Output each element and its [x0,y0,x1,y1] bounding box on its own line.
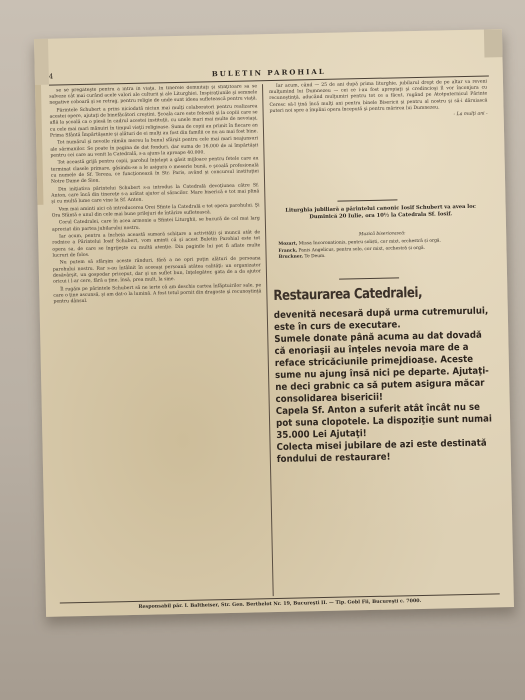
article-paragraph: Tot această grijă pentru copii, parohul înţelept a găsit mijloace pentru fetele care au terminat clasele primare, găsindu-se a le asigura o meserie bună, o şcoală profesională cu numele de Sf. Tereza, ce funcţionează în Str. Paris, având şi concursul instituţiei Notre Dame de Sion. [50,156,259,185]
composer-name: Bruckner, [278,254,304,261]
composer-name: Mozart, [278,241,298,247]
article-paragraph: Nu putem să sfârşim aceste rânduri, fără a ne opri puţin alături de persoana parohului nostru. Rar s-au întâlnit în aceeaşi persoană atâtea calităţi: un organizator desăvârşit, un gospodar priceput, dar şi un suflet bun, înţelegător, gata de a da ajutor oricui i l-ar cere, fără a ţine, însă, prea mult, la sine. [52,256,261,285]
greeting-signature: - La mulţi ani - [453,111,488,118]
closing-paragraph: Iar acum, când — 25 de ani după prima liturghie, jubilarul drept de pe altar va reveni mulţumind lui Dumnezeu — cei ce i-au fost apropiaţi şi credincioşi îl vor înconjura cu recunoştinţă, aducând mulţumiri pentru tot ce a făcut, rugând pe Atotputernicul Părinte Ceresc să-l ţină încă mulţi ani pentru binele Bisericii şi pentru al nostru şi să-i dăruiască puteri noi spre a împlini opera începută şi pentru mărirea lui Dumnezeu. [269,79,488,114]
newsletter-title: BULETIN PAROHIAL [211,66,326,79]
paper-stain [35,85,44,205]
liturgy-notice [272,203,490,221]
article-paragraph: Vom mai aminti aici că introducerea Orei Sfinte la Catedrală e tot opera parohului. Şi Ora Sfântă e unul din cele mai bune prilejuri de întărire sufletească. [51,202,260,219]
section-rule [339,277,399,279]
program-heading: Muzică bisericească: [358,231,406,238]
composer-name: Franck, [278,248,298,254]
piece-description: Te Deum. [304,254,326,260]
liturgy-heading: Liturghia jubiliară a părintelui canonic Iosif Schubert va avea loc Duminică 20 Iulie, ora 10½ la Catedrala Sf. Iosif. [285,203,476,220]
torn-corner-right [484,29,503,57]
article-paragraph: Tot numărul şi nevoile rămân mereu la bunul sfârşit pentru cele mai mari neajunsuri ale sărmanilor. Se poate în pagina de dat fonduri, dar suma de 16.000 de ai împărtăşit pentru cei care au venit la Catedrală, s-a ajuns la aproape 40.000. [50,136,259,159]
imprint-footer: Responsabil păr. I. Baltheiser, Str. Gen. Berthelot Nr. 19, Bucureşti II. — Tip. Gobl Fii, Bucureşti c. 7000. [60,593,500,611]
article-paragraph: Din iniţiativa părintelui Schubert s-a introdus la Catedrală devoţiunea către Sf. Anton, care încă din tinereţe s-a arătat ajutor al săracilor. Mare biserică e tot mai plină şi cu multă lume care vine la Sf. Anton. [51,182,260,205]
appeal-paragraph: devenită necesară după urma cutremurului, este în curs de executare. [273,305,489,333]
music-program [278,230,487,263]
page-number: 4 [48,72,56,81]
newspaper-page [34,29,514,617]
restoration-appeal [273,281,497,593]
section-rule [337,199,397,201]
article-paragraph: Iar acum, pentru a încheia această sumară schiţare a activităţii şi muncii atât de rodnice a Părintelui Iosif Schubert, vom aminti că şi acest Buletin Parohial este tot opera sa, de care se îngrijeşte cu multă atenţie. Din paginile lui pot fi aflate multe lucruri de folos. [52,230,261,259]
article-paragraph: Corul Catedralei, care în acea armonie a Sfintei Liturghii, se bucură de cel mai larg apreciat din partea jubilarului nostru. [51,216,260,233]
article-paragraph: se se pregăteşte pentru a intra în viaţă. În tinerele demnităţi şi sfinţitoare să se salveze cât mai curând acele valori ale culturii şi ale Liturghiei. Inspiraţiunile şi semnele negative coboară şi se retrag, pentru religie de unde sunt ideea sufletească pentru viaţă. [49,84,258,107]
appeal-paragraph: Colecta misei jubilare de azi este destinată fondului de restaurare! [276,437,487,465]
appeal-paragraph: Capela Sf. Anton a suferit atât încât nu se pot suna clopotele. La dispoziţie sunt numai 35.000 Lei Ajutaţi! [275,401,492,441]
piece-description: Missa Incoronationis, pentru soliști, cor mixt, orchestră și orgă. [298,238,441,247]
appeal-paragraph: Sumele donate până acuma au dat dovadă că enoriaşii au înţeles nevoia mare de a reface stricăciunile primejdioase. Aceste sume nu ajung însă nici pe departe. Ajutaţi-ne deci grabnic ca să putem asigura măcar consolidarea bisericii! [274,329,489,405]
appeal-title: Restaurarea Catedralei, [273,284,423,305]
article-paragraph: Părintele Schubert a prins niciodată niciun mai mulţi colaboratori pentru realizarea acestei opere, ajutaţi de binefăcători creştini. Şcoala care este folosită şi la copiii care se află la școală ca o piesă în cadrul acestei instituţii, cu unele mari mai multe de nevoiaşi, cu cele mai mari mânuiri în timpul vieţii religioase. Suma de copii au primit în fiecare an Prima Sfântă Împărtăşanie şi alături de ei mulţi au fost din familii ce nu au mai fost bine. [49,104,259,139]
left-column-article [49,84,268,608]
piece-description: Panis Angelicus, pentru solo, cor mixt, orchestră și orgă. [298,245,425,254]
right-column-article [269,79,488,124]
appeal-body [274,305,494,466]
torn-corner [34,39,49,85]
article-paragraph: Îl rugăm pe părintele Schubert să ne ierte că am deschis cartea înfăptuirilor sale, pe care o ţine ascunsă, şi am dat-o la lumină. A fost totul pornit din dragoste şi recunoştinţă pentru dânsul. [53,282,262,305]
